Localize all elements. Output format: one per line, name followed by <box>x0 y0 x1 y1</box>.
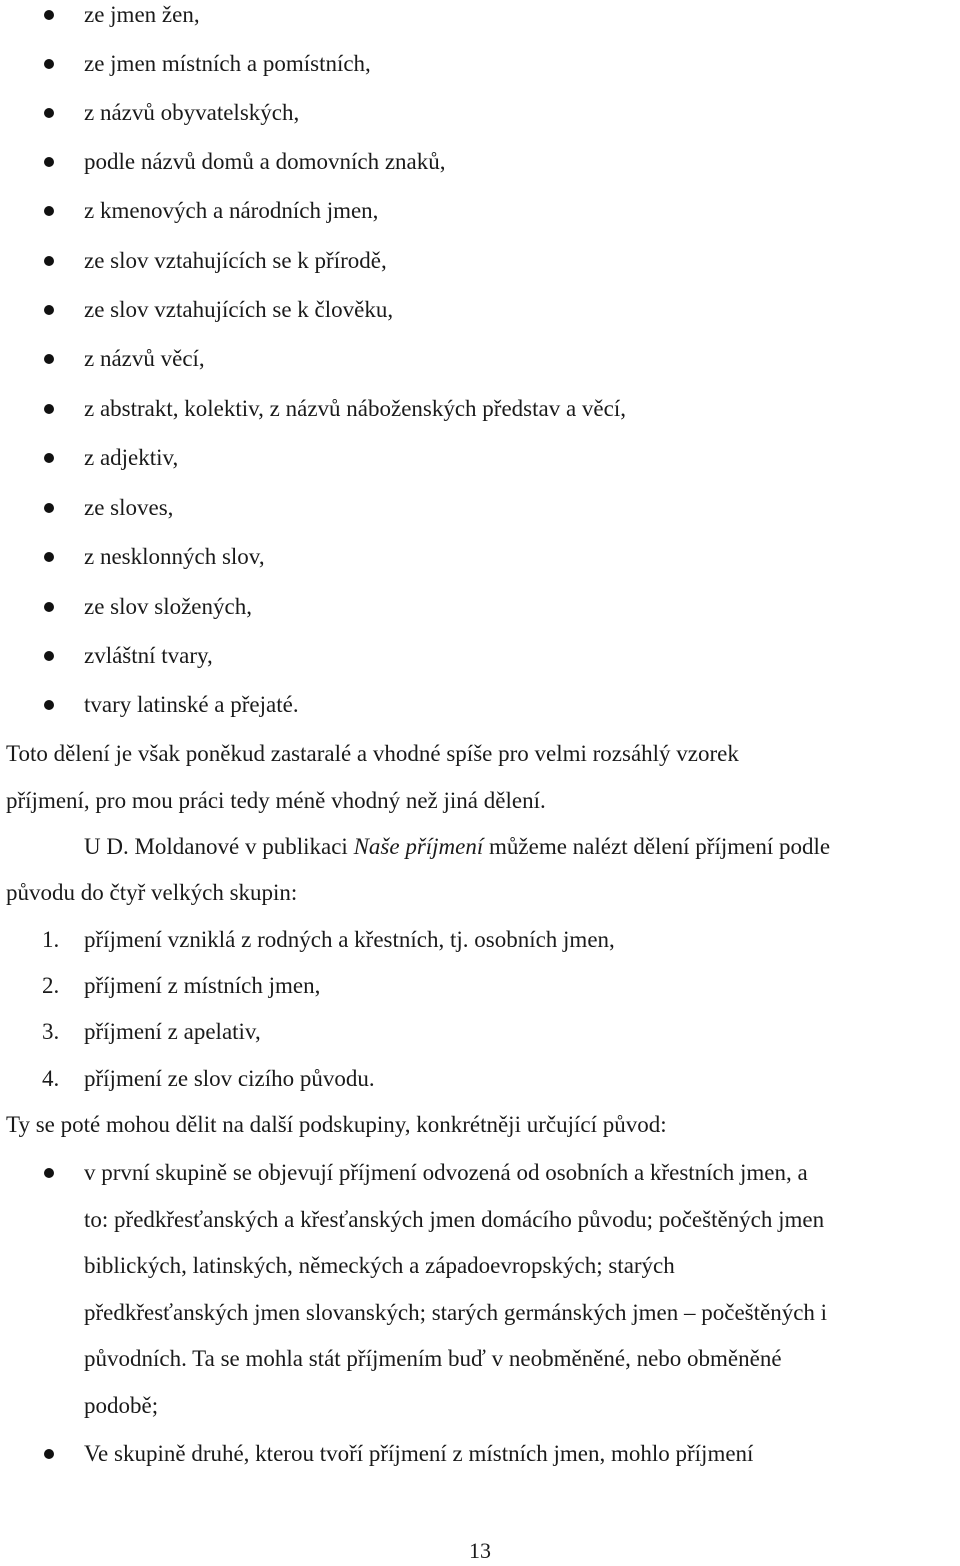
bullet-icon <box>44 453 54 463</box>
list-item: podle názvů domů a domovních znaků, <box>0 147 960 177</box>
list-item: z nesklonných slov, <box>0 542 960 572</box>
list-item: z abstrakt, kolektiv, z názvů náboženských představ a věcí, <box>0 394 960 424</box>
bullet-icon <box>44 404 54 414</box>
list-item: 1. příjmení vzniklá z rodných a křestních, tj. osobních jmen, <box>42 927 615 952</box>
list-item: zvláštní tvary, <box>0 641 960 671</box>
bullet-icon <box>44 157 54 167</box>
list-item: 4. příjmení ze slov cizího původu. <box>42 1066 375 1091</box>
bullet-icon <box>44 10 54 20</box>
bullet-icon <box>44 1449 54 1459</box>
list-item: ze sloves, <box>0 493 960 523</box>
list-item: z názvů věcí, <box>0 344 960 374</box>
list-item: ze slov vztahujících se k člověku, <box>0 295 960 325</box>
paragraph-subgroups: Ty se poté mohou dělit na další podskupiny, konkrétněji určující původ: <box>6 1112 667 1137</box>
list-item: 2. příjmení z místních jmen, <box>42 973 321 998</box>
list-item: z názvů obyvatelských, <box>0 98 960 128</box>
bullet-icon <box>44 305 54 315</box>
list-item-line: předkřesťanských jmen slovanských; starých germánských jmen – počeštěných i <box>84 1300 828 1325</box>
list-item: z adjektiv, <box>0 443 960 473</box>
list-item-line: původních. Ta se mohla stát příjmením buď v neobměněné, nebo obměněné <box>84 1346 782 1371</box>
list-item: ze jmen místních a pomístních, <box>0 49 960 79</box>
bullet-icon <box>44 108 54 118</box>
bullet-icon <box>44 206 54 216</box>
bullet-icon <box>44 700 54 710</box>
bullet-icon <box>44 59 54 69</box>
list-item-line: Ve skupině druhé, kterou tvoří příjmení z místních jmen, mohlo příjmení <box>84 1441 754 1466</box>
list-item: z kmenových a národních jmen, <box>0 196 960 226</box>
list-item: ze jmen žen, <box>0 0 960 30</box>
bullet-icon <box>44 354 54 364</box>
list-item: ze slov složených, <box>0 592 960 622</box>
list-item-line: podobě; <box>84 1393 159 1418</box>
list-item-line: biblických, latinských, německých a západoevropských; starých <box>84 1253 675 1278</box>
page-number: 13 <box>469 1538 491 1563</box>
paragraph-line: původu do čtyř velkých skupin: <box>6 880 298 905</box>
list-item: tvary latinské a přejaté. <box>0 690 960 720</box>
bullet-icon <box>44 651 54 661</box>
bullet-icon <box>44 256 54 266</box>
list-item-line: v první skupině se objevují příjmení odvozená od osobních a křestních jmen, a <box>84 1160 808 1185</box>
bullet-icon <box>44 503 54 513</box>
bullet-icon <box>44 552 54 562</box>
list-item-line: to: předkřesťanských a křesťanských jmen domácího původu; počeštěných jmen <box>84 1207 825 1232</box>
paragraph-line: Toto dělení je však poněkud zastaralé a vhodné spíše pro velmi rozsáhlý vzorek <box>6 741 739 766</box>
paragraph-line: příjmení, pro mou práci tedy méně vhodný než jiná dělení. <box>6 788 546 813</box>
bullet-icon <box>44 602 54 612</box>
paragraph-line: U D. Moldanové v publikaci Naše příjmení můžeme nalézt dělení příjmení podle <box>84 834 831 859</box>
list-item: 3. příjmení z apelativ, <box>42 1019 261 1044</box>
bullet-icon <box>44 1168 54 1178</box>
publication-title: Naše příjmení <box>353 834 484 859</box>
list-item: ze slov vztahujících se k přírodě, <box>0 246 960 276</box>
